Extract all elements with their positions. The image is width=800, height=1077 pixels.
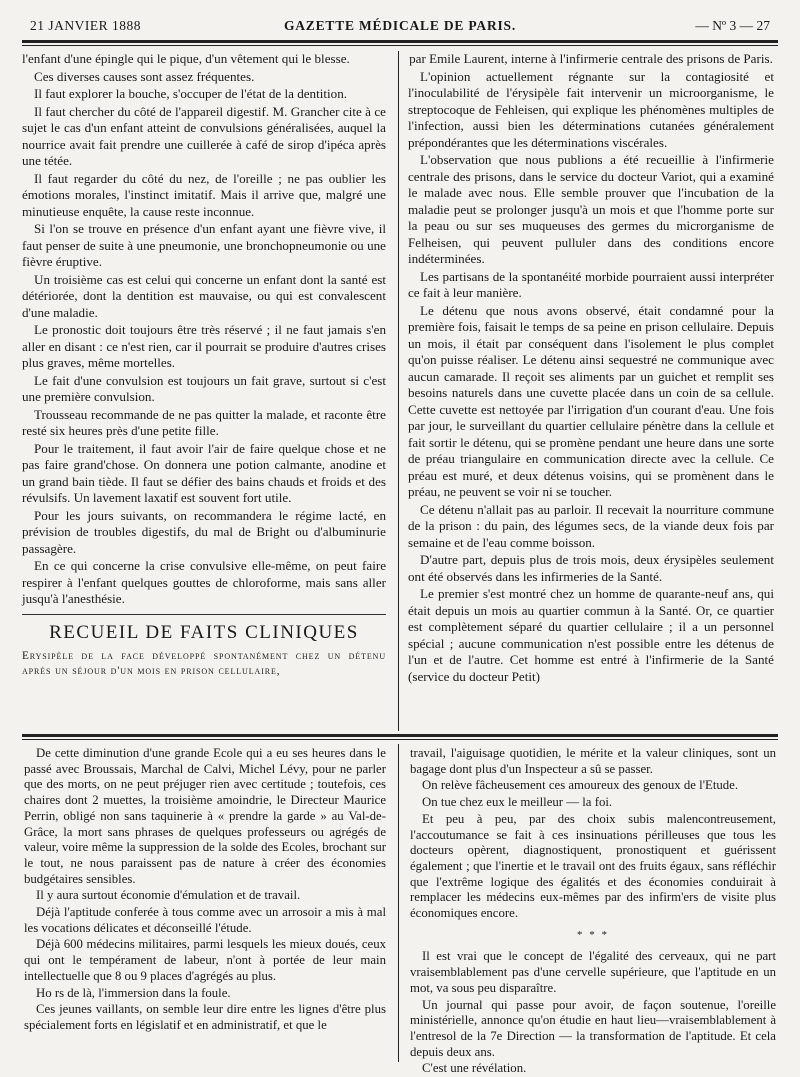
paragraph: En ce qui concerne la crise convulsive elle-même, on peut faire respirer à l'enfant quelques gouttes de chloroforme, mais sans aller jusqu'à l'anesthésie. <box>22 558 386 606</box>
paragraph: C'est une révélation. <box>422 1061 527 1076</box>
upper-right-column <box>408 51 774 731</box>
feuilleton-rule <box>22 734 778 737</box>
paragraph: Trousseau recommande de ne pas quitter la malade, et raconte être resté six heures près d'une petite fille. <box>22 406 386 438</box>
paragraph: Il est vrai que le concept de l'égalité des cerveaux, qui ne part vraisemblablement pas d'une cervelle supérieure, que l'aptitude en un mot, va sous peu disparaître. <box>410 949 776 995</box>
header-date: 21 JANVIER 1888 <box>30 18 141 33</box>
lower-left-column <box>24 746 386 1064</box>
header-page-number: — Nº 3 — 27 <box>695 18 770 33</box>
paragraph: D'autre part, depuis plus de trois mois, deux érysipèles seulement ont été observés dans les infirmeries de la Santé. <box>408 552 774 584</box>
paragraph: Le fait d'une convulsion est toujours un fait grave, surtout si c'est une première convulsion. <box>22 372 386 404</box>
paragraph: Il y aura surtout économie d'émulation et de travail. <box>36 888 301 903</box>
paragraph: Pour les jours suivants, on recommandera le régime lacté, en prévision de troubles digestifs, du mal de Bright ou d'albuminurie passagère. <box>22 507 386 556</box>
paragraph: On tue chez eux le meilleur — la foi. <box>422 795 613 810</box>
header-rule <box>22 40 778 43</box>
paragraph: Si l'on se trouve en présence d'un enfant ayant une fièvre vive, il faut penser de suite à une pneumonie, une bronchopneumonie ou une fièvre éruptive. <box>22 221 386 269</box>
paragraph: Il faut chercher du côté de l'appareil digestif. M. Grancher cite à ce sujet le cas d'un enfant atteint de convulsions généralisées, auquel la nourrice avait fait prendre une cuillerée à café de sirop d'ipéca après une tétée. <box>22 103 386 168</box>
paragraph: L'observation que nous publions a été recueillie à l'infirmerie centrale des prisons, dans le service du docteur Variot, qui a examiné le malade avec nous. Elle semble prouver que l'incubation de la maladie peut se prolonger jusqu'à un mois et que l'homme porte sur la peau ou sur ses muqueuses des germes du microrganisme de Felheisen, qui peuvent pulluler dans des conditions encore indéterminées. <box>408 152 774 266</box>
paragraph: Ces jeunes vaillants, on semble leur dire entre les lignes d'être plus spécialement forts en législatif et en administratif, et que le <box>24 1002 386 1032</box>
header-title: GAZETTE MÉDICALE DE PARIS. <box>283 18 517 33</box>
page-header <box>22 14 778 36</box>
paragraph: Il faut regarder du côté du nez, de l'oreille ; ne pas oublier les émotions morales, l'instinct imitatif. Mais il arrive que, malgré une minutieuse enquête, la cause reste inconnue. <box>22 170 386 219</box>
paragraph: Ce détenu n'allait pas au parloir. Il recevait la nourriture commune de la prison : du pain, des légumes secs, de la viande deux fois par semaine et de l'eau comme boisson. <box>408 501 774 550</box>
section-asterism: * * * <box>577 928 609 941</box>
paragraph: l'enfant d'une épingle qui le pique, d'un vêtement qui le blesse. <box>22 51 350 66</box>
paragraph: On relève fâcheusement ces amoureux des genoux de l'Etude. <box>422 778 739 793</box>
paragraph: Déjà 600 médecins militaires, parmi lesquels les mieux doués, ceux qui ont le tempérament de labeur, n'ont à portée de leur main intellectuelle que 8 ou 9 places d'agrégés au plus. <box>24 937 386 983</box>
paragraph: Un troisième cas est celui qui concerne un enfant dont la santé est détériorée, dont la dentition est mauvaise, ou qui est convalescent d'une maladie. <box>22 271 386 320</box>
paragraph: De cette diminution d'une grande Ecole qui a eu ses heures dans le passé avec Broussais, Marchal de Calvi, Michel Lévy, pour ne parler que des morts, on ne peut préjuger rien avec certitude ; toutefois, ces chaires dont 2 muettes, la troisième amoindrie, le Directeur Maurice Perrin, obligé non sans taquinerie à « prendre la garde » au Val-de-Grâce, la mort sans phrases de quelques professeurs ou agrégés de valeur, voire même la suppression de la solde des Ecoles, brochant sur le tout, ne nous paraissent pas de nature à créer des économies budgétaires sensibles. <box>24 746 386 886</box>
paragraph: Le pronostic doit toujours être très réservé ; il ne faut jamais s'en aller en disant : ce n'est rien, car il pourrait se produire d'autres crises plus graves, même mortelles. <box>22 322 386 370</box>
paragraph: L'opinion actuellement régnante sur la contagiosité et l'inoculabilité de l'érysipèle fait intervenir un microorganisme, le streptocoque de Fehleisen, qui explique les phénomènes multiples de l'infection, aussi bien les déterminations cutanées généralement prépondérantes que les déterminations viscérales. <box>408 68 774 150</box>
column-divider <box>398 744 399 1062</box>
paragraph: Déjà l'aptitude conferée à tous comme avec un arrosoir a mis à mal les vocations délicates et déconseillé l'étude. <box>24 905 386 935</box>
header-rule-thin <box>22 45 778 46</box>
paragraph: Le premier s'est montré chez un homme de quarante-neuf ans, qui était depuis un mois au quartier commun à la Santé. Or, ce quartier est complètement séparé du quartier cellulaire ; il a un personnel spécial ; aucune communication n'est possible entre les détenus de l'un et de l'autre. Cet homme est entré à l'infirmerie de la Santé (service du docteur Petit) <box>408 586 774 684</box>
paragraph: Ces diverses causes sont assez fréquentes. <box>34 68 255 84</box>
feuilleton-rule-thin <box>22 739 778 740</box>
section-title: RECUEIL DE FAITS CLINIQUES <box>49 621 359 643</box>
paragraph: Et peu à peu, par des choix subis malencontreusement, l'accoutumance se fait à ces insinuations périlleuses que tous les docteurs opèrent, diagnostiquent, pronostiquent et guérissent également ; que l'inertie et le travail ont des fruits égaux, sans réfléchir que l'extrême logique des égalités et des économies conduirait à remplacer les médecins eux-mêmes par des infirm'ers de visite plus économiques encore. <box>410 811 776 921</box>
paragraph: Le détenu que nous avons observé, était condamné pour la première fois, faisait le temps de sa peine en prison cellulaire. Depuis un mois, il était par conséquent dans l'isolement le plus complet qu'on puisse réaliser. Le détenu ainsi sequestré ne communique avec aucun camarade. Il reçoit ses aliments par un guichet et remplit ses besoins naturels dans une cuvette placée dans un coin de sa cellule. Cette cuvette est nettoyée par l'irrigation d'un courant d'eau. Une fois par jour, le surveillant du quartier cellulaire pénètre dans la cellule et fait sortir le détenu, qui se promène pendant une heure dans une sorte de préau triangulaire en communication directe avec la cellule. Ce préau est muré, et deux détenus voisins, qui se promènent dans le préau, ne peuvent se voir ni se toucher. <box>408 302 774 499</box>
paragraph: Pour le traitement, il faut avoir l'air de faire quelque chose et ne pas faire grand'chose. On donnera une potion calmante, anodine et un grand bain tiède. Il faut se défier des bains chauds et froids et des révulsifs. Un lavement laxatif est souvent fort utile. <box>22 440 386 505</box>
paragraph: travail, l'aiguisage quotidien, le mérite et la valeur cliniques, sont un bagage dont plus d'un Inspecteur a sû se passer. <box>410 746 776 776</box>
paragraph: Les partisans de la spontanéité morbide pourraient aussi interpréter ce fait à leur manière. <box>408 268 774 300</box>
column-divider <box>398 51 399 731</box>
paragraph: Il faut explorer la bouche, s'occuper de l'état de la dentition. <box>34 86 348 101</box>
upper-left-column <box>22 51 386 731</box>
byline: par Emile Laurent, interne à l'infirmerie centrale des prisons de Paris. <box>409 51 773 66</box>
section-subtitle: Erysipèle de la face développé spontanément chez un détenu après un séjour d'un mois en prison cellulaire, <box>22 650 386 677</box>
paragraph: Un journal qui passe pour avoir, de façon soutenue, l'oreille ministérielle, annonce qu'on étudie en haut lieu—vraisemblablement à l'entresol de la 7e Direction — la transformation de l'aptitude. Et cela depuis deux ans. <box>410 997 776 1059</box>
lower-right-column <box>410 746 776 1076</box>
paragraph: Ho rs de là, l'immersion dans la foule. <box>36 985 231 1000</box>
section-divider <box>22 614 386 615</box>
